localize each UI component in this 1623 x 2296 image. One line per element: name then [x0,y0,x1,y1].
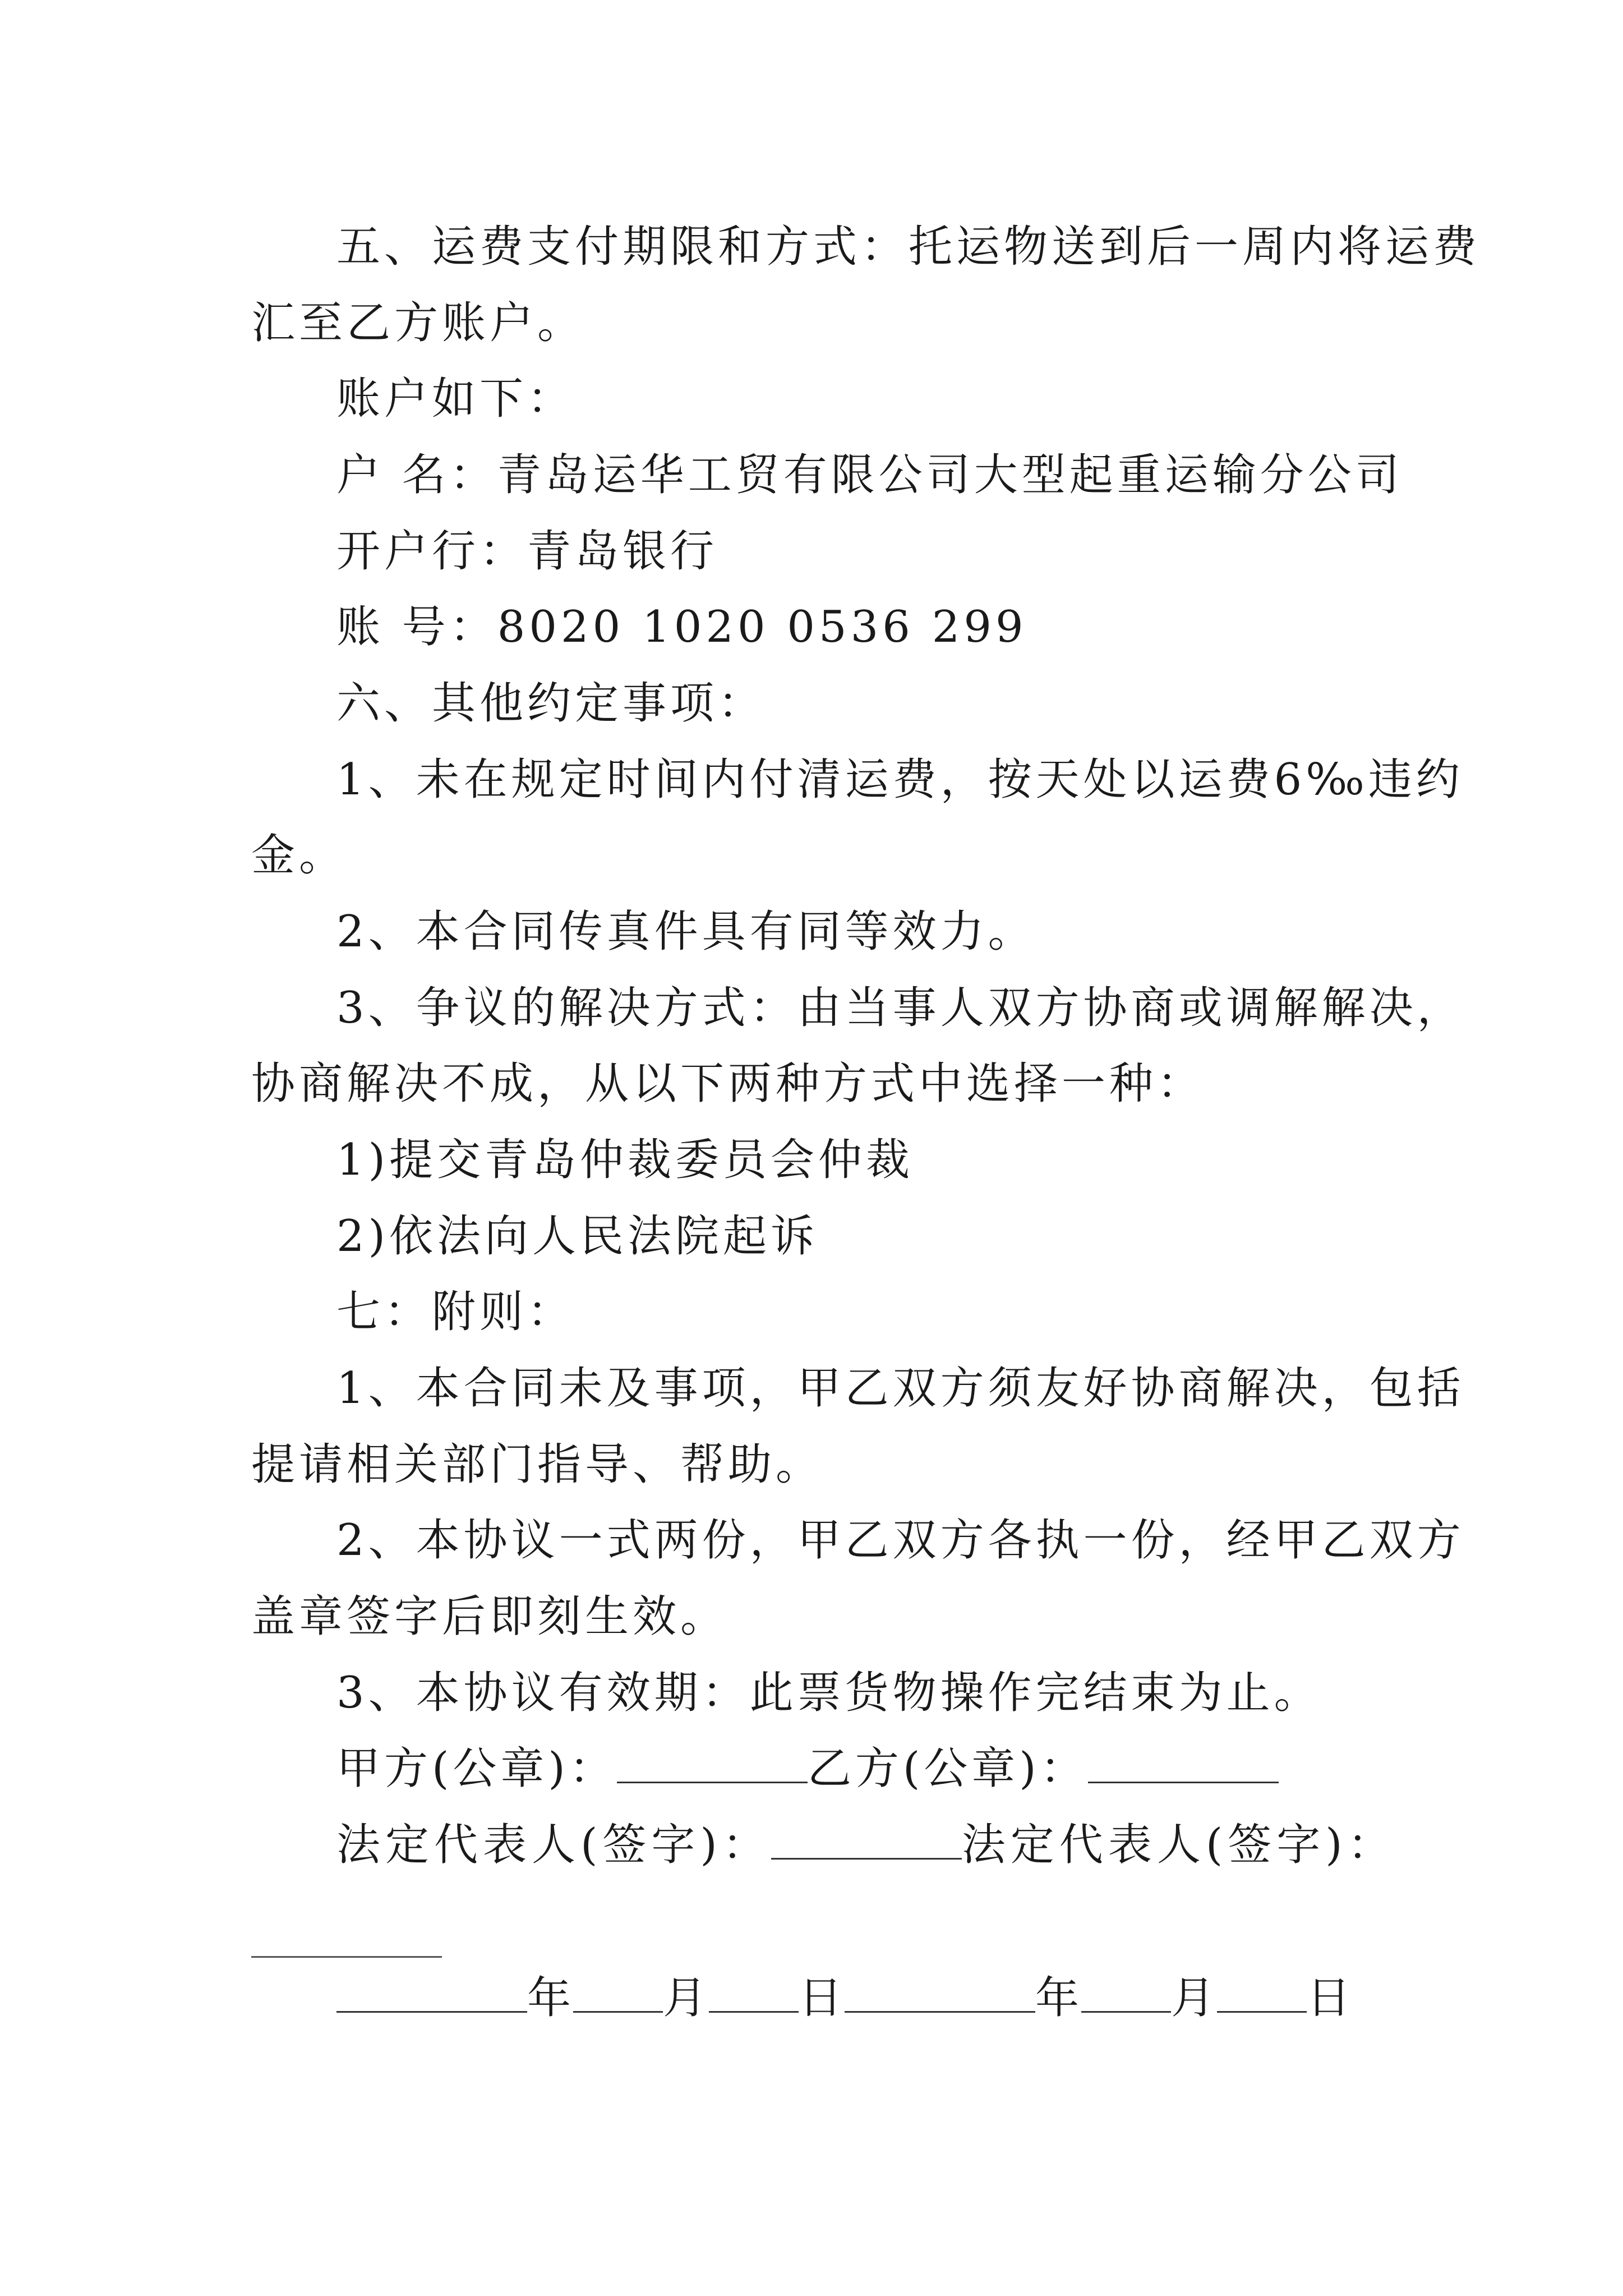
date-a-year-label: 年 [527,1973,574,2023]
date-b-day-label: 日 [1307,1973,1353,2023]
clause-7-item-2-line-1: 2、本协议一式两份，甲乙双方各执一份，经甲乙双方 [336,1515,1465,1566]
clause-6-heading: 六、其他约定事项： [336,678,766,729]
clause-6-item-1-line-2: 金。 [251,830,347,881]
clause-7-item-1-line-1: 1、本合同未及事项，甲乙双方须友好协商解决，包括 [336,1363,1465,1414]
date-row [336,1971,1402,2025]
clause-7-heading: 七：附则： [336,1287,575,1337]
date-b-month-label: 月 [1171,1973,1218,2023]
account-heading: 账户如下： [336,374,575,424]
clause-7-item-3: 3、本协议有效期：此票货物操作完结束为止。 [336,1668,1322,1718]
date-b-day-blank [1217,1972,1307,2013]
account-bank: 开户行：青岛银行 [336,526,718,577]
party-b-representative-label: 法定代表人(签字)： [961,1820,1396,1870]
clause-5-line-1: 五、运费支付期限和方式：托运物送到后一周内将运费 [336,222,1481,272]
clause-6-item-3-line-2: 协商解决不成，从以下两种方式中选择一种： [251,1059,1205,1109]
party-a-representative-blank [771,1819,962,1860]
date-b-year-label: 年 [1035,1973,1082,2023]
party-b-seal-blank [1088,1742,1279,1783]
date-b-year-blank [845,1972,1035,2013]
clause-5-line-2: 汇至乙方账户。 [251,298,585,348]
account-name: 户 名：青岛运华工贸有限公司大型起重运输分公司 [336,450,1403,500]
party-a-seal-blank [617,1742,808,1783]
date-a-day-blank [709,1972,799,2013]
date-a-month-label: 月 [663,1973,709,2023]
option-arbitration: 1)提交青岛仲裁委员会仲裁 [336,1135,914,1185]
clause-7-item-2-line-2: 盖章签字后即刻生效。 [251,1591,728,1642]
account-number: 账 号：8020 1020 0536 299 [336,602,1027,652]
party-b-seal-label: 乙方(公章)： [807,1743,1088,1794]
date-a-day-label: 日 [799,1973,845,2023]
seal-row [336,1742,1402,1796]
clause-6-item-2: 2、本合同传真件具有同等效力。 [336,907,1036,957]
date-a-year-blank [336,1972,527,2013]
clause-6-item-3-line-1: 3、争议的解决方式：由当事人双方协商或调解解决， [336,983,1465,1033]
representative-row [336,1818,1402,1872]
clause-7-item-1-line-2: 提请相关部门指导、帮助。 [251,1439,824,1490]
option-litigation: 2)依法向人民法院起诉 [336,1211,819,1262]
party-b-representative-blank [251,1956,442,1958]
date-b-month-blank [1081,1972,1171,2013]
party-a-representative-label: 法定代表人(签字)： [336,1820,771,1870]
party-a-seal-label: 甲方(公章)： [336,1743,617,1794]
date-a-month-blank [573,1972,663,2013]
clause-6-item-1-line-1: 1、未在规定时间内付清运费，按天处以运费6‰违约 [336,754,1464,805]
